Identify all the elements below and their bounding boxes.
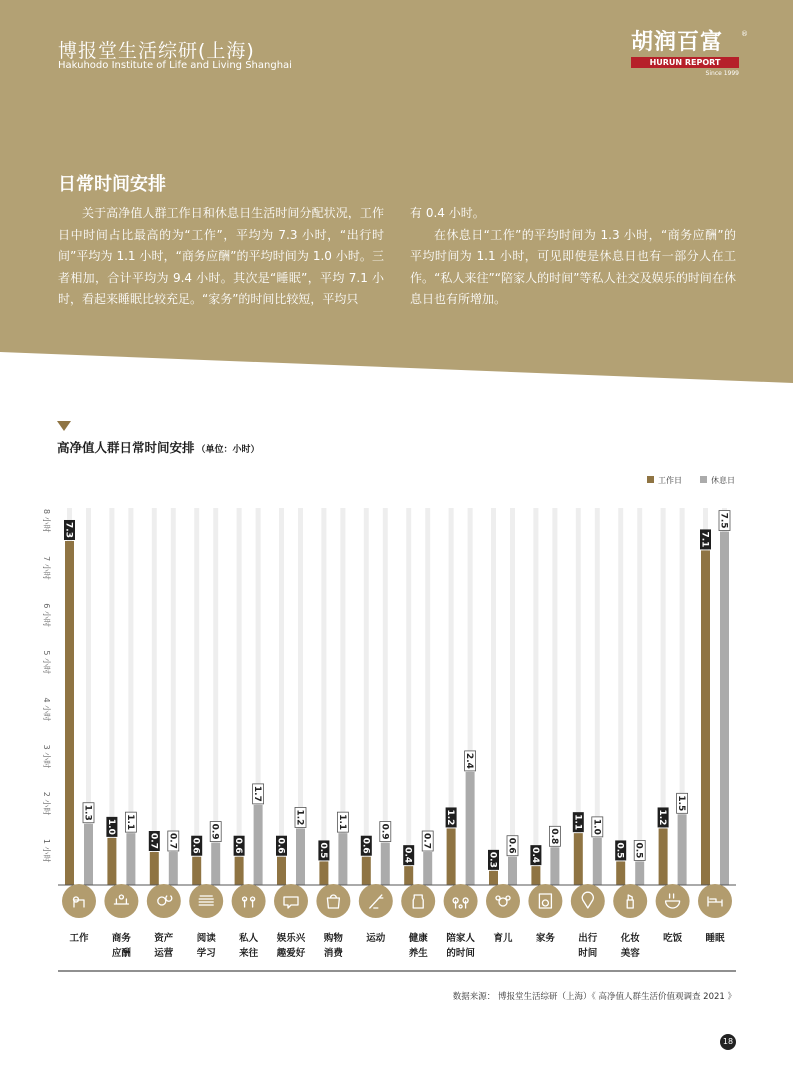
value-label-text: 1.0 [105,818,116,835]
category-label: 学习 [196,948,216,959]
holiday-bar [635,861,644,885]
category-label: 工作 [69,933,89,944]
category-label: 阅读 [196,933,216,944]
category-label: 陪家人 [446,933,475,944]
value-label [337,812,349,832]
category-label: 家务 [535,933,555,944]
category-label: 养生 [408,948,428,959]
holiday-bar [466,772,475,885]
value-label [507,836,519,856]
holiday-bar [381,843,390,885]
holiday-bar [678,814,687,885]
category-label: 化妆 [620,933,640,944]
lipstick-icon [613,884,647,918]
value-label-text: 0.6 [233,837,244,854]
value-label-text: 2.4 [464,752,475,769]
sport-runner-icon [359,884,393,918]
icon-circle [232,884,266,918]
workday-bar [362,857,371,885]
value-label-text: 0.9 [209,823,220,840]
section-title: 日常时间安排 [58,174,166,195]
category-label: 吃饭 [663,933,683,944]
value-label-text: 0.4 [402,847,413,864]
logo-registered-mark: ® [741,30,748,38]
value-label-text: 0.6 [360,837,371,854]
chart-bars [64,511,731,885]
value-label-text: 0.6 [275,837,286,854]
icon-circle [274,884,308,918]
medicine-bottle-icon [401,884,435,918]
holiday-bar [550,847,559,885]
value-label [719,511,731,531]
category-label: 健康 [408,933,428,944]
chart-gridlines [70,508,725,885]
holiday-bar [296,828,305,885]
value-label-text: 0.6 [506,837,517,854]
value-label-text: 0.8 [548,828,559,845]
value-label-text: 1.2 [294,809,305,826]
chart-marker-triangle-icon [57,421,71,431]
category-label: 商务 [111,933,131,944]
legend-swatch-0 [647,476,654,483]
value-label-text: 0.6 [190,837,201,854]
y-tick-label: 6 小时 [42,603,51,627]
value-label [148,831,160,851]
speech-bubble-icon [274,884,308,918]
category-label: 运营 [154,948,174,959]
value-label-text: 0.9 [379,823,390,840]
value-label [106,817,118,837]
institute-title: 博报堂生活综研(上海) [58,40,255,62]
value-label [252,784,264,804]
value-label-text: 1.3 [82,804,93,821]
category-label: 的时间 [446,948,475,959]
category-label: 消费 [323,948,343,959]
value-label-text: 1.1 [124,814,135,831]
workday-bar [192,857,201,885]
workday-bar [235,857,244,885]
value-label-text: 1.7 [252,785,263,802]
value-label [276,836,288,856]
value-label [64,520,76,540]
category-label: 资产 [154,933,174,944]
category-label: 应酬 [111,948,131,959]
value-label [403,845,415,865]
holiday-bar [126,833,135,885]
holiday-bar [508,857,517,885]
chart-title-text: 高净值人群日常时间安排 [57,441,195,455]
value-label [318,840,330,860]
y-tick-label: 2 小时 [42,791,51,816]
value-label-text: 1.1 [336,814,347,831]
category-icons [62,884,732,918]
value-label [572,812,584,832]
icon-circle [571,884,605,918]
book-stack-icon [189,884,223,918]
workday-bar [489,871,498,885]
value-label [125,812,136,832]
workday-bar [701,550,710,885]
icon-circle [528,884,562,918]
icon-circle [189,884,223,918]
food-bowl-icon [656,884,690,918]
person-desk-icon [62,884,96,918]
chart-title [57,440,260,455]
value-label [83,803,95,823]
category-label: 出行 [578,933,598,944]
shopping-bag-icon [316,884,350,918]
value-label [210,822,222,842]
value-label-text: 0.5 [633,842,644,859]
value-label-text: 1.2 [445,809,456,826]
value-label-text: 0.4 [529,847,540,864]
value-label [530,845,542,865]
y-tick-label: 1 小时 [42,838,51,863]
category-label: 趣爱好 [276,948,306,959]
holiday-bar [720,532,729,885]
category-label: 睡眠 [705,933,725,944]
value-label-text: 0.7 [167,833,178,849]
value-label [591,817,603,837]
category-label: 娱乐兴 [276,933,306,944]
washing-machine-icon [528,884,562,918]
value-label [295,807,307,827]
value-label-text: 0.5 [614,842,625,859]
category-label: 育儿 [493,933,513,944]
value-label-text: 7.5 [718,512,729,529]
chart-legend [647,475,735,485]
workday-bar [150,852,159,885]
value-label [615,840,627,860]
icon-circle [316,884,350,918]
icon-circle [104,884,138,918]
holiday-bar [84,824,93,885]
holiday-bar [593,838,602,885]
workday-bar [319,861,328,885]
icon-circle [401,884,435,918]
category-label: 美容 [620,948,640,959]
category-label: 运动 [366,933,386,944]
value-label [488,850,500,870]
logo-english: HURUN REPORT [631,57,739,68]
page-number: 18 [720,1034,736,1050]
value-label [700,529,712,549]
legend-label-1: 休息日 [711,476,735,485]
workday-bar [659,828,668,885]
value-label-text: 7.1 [699,531,710,548]
value-label [379,822,391,842]
paragraph-holiday: 在休息日“工作”的平均时间为 1.3 小时，“商务应酬”的平均时间为 1.1 小时，可见即使是休息日也有一部分人在工作。“私人来往”“陪家人的时间”等私人社交及娱乐的时间在休息日也有所增加。 [410,227,736,306]
paragraph-workday: 关于高净值人群工作日和休息日生活时间分配状况，工作日中时间占比最高的为“工作”，平均为 7.3 小时，“出行时间”平均为 1.1 小时，“商务应酬”的平均时间为 1.0 小时。三者相加，合计平均为 9.4 小时。其次是“睡眠”，平均 7.1 小时，看起来睡眠比较充足。“家务”的时间比较短，平均只 [58,206,384,306]
social-people-icon [232,884,266,918]
value-label-text: 0.3 [487,851,498,868]
category-labels [69,932,725,959]
holiday-bar [211,843,220,885]
value-label [445,807,457,827]
value-label-text: 1.0 [591,818,602,835]
family-icon [444,884,478,918]
workday-bar [404,866,413,885]
institute-subtitle: Hakuhodo Institute of Life and Living Shanghai [58,60,292,71]
y-axis-ticks [42,509,52,863]
y-tick-label: 4 小时 [42,697,51,722]
logo-chinese: 胡润百富 [631,30,724,55]
workday-bar [65,541,74,885]
money-coins-icon [147,884,181,918]
workday-bar [616,861,625,885]
y-tick-label: 3 小时 [42,744,51,769]
category-label: 购物 [323,933,343,944]
y-tick-label: 8 小时 [42,509,51,533]
icon-circle [486,884,520,918]
map-pin-icon [571,884,605,918]
value-label [634,840,646,860]
value-label [464,751,476,771]
legend-swatch-1 [700,476,707,483]
bed-icon [698,884,732,918]
holiday-bar [423,852,432,885]
y-tick-label: 7 小时 [42,556,51,580]
icon-circle [444,884,478,918]
value-label [191,836,203,856]
chart-unit-note: （单位：小时） [196,444,260,454]
value-label [657,807,669,827]
category-label: 来往 [239,948,259,959]
value-label [676,793,688,813]
workday-bar [447,828,456,885]
workday-bar [531,866,540,885]
value-label-text: 1.5 [676,795,687,812]
value-label [549,826,561,846]
value-label-text: 0.7 [421,833,432,849]
value-label [422,831,434,851]
dining-people-icon [104,884,138,918]
icon-circle [147,884,181,918]
y-tick-label: 5 小时 [42,650,51,675]
data-source: 数据来源： 博报堂生活综研（上海）《 高净值人群生活价值观调查 2021 》 [452,992,736,1002]
workday-bar [107,838,116,885]
holiday-bar [169,852,178,885]
category-label: 私人 [239,933,259,944]
workday-bar [574,833,583,885]
value-label-text: 1.1 [572,814,583,831]
value-label [233,836,245,856]
value-label [360,836,372,856]
legend-label-0: 工作日 [658,476,682,485]
icon-circle [613,884,647,918]
paragraph-workday-end: 有 0.4 小时。 [410,206,485,220]
icon-circle [62,884,96,918]
value-label-text: 7.3 [63,522,74,538]
category-label: 时间 [578,948,598,959]
holiday-bar [338,833,347,885]
workday-bar [277,857,286,885]
value-label-text: 0.5 [317,842,328,859]
logo-since: Since 1999 [705,70,739,77]
teddy-bear-icon [486,884,520,918]
holiday-bar [254,805,263,885]
value-label [167,831,179,851]
icon-circle [698,884,732,918]
value-label-text: 0.7 [148,833,159,849]
value-label-text: 1.2 [657,809,668,826]
